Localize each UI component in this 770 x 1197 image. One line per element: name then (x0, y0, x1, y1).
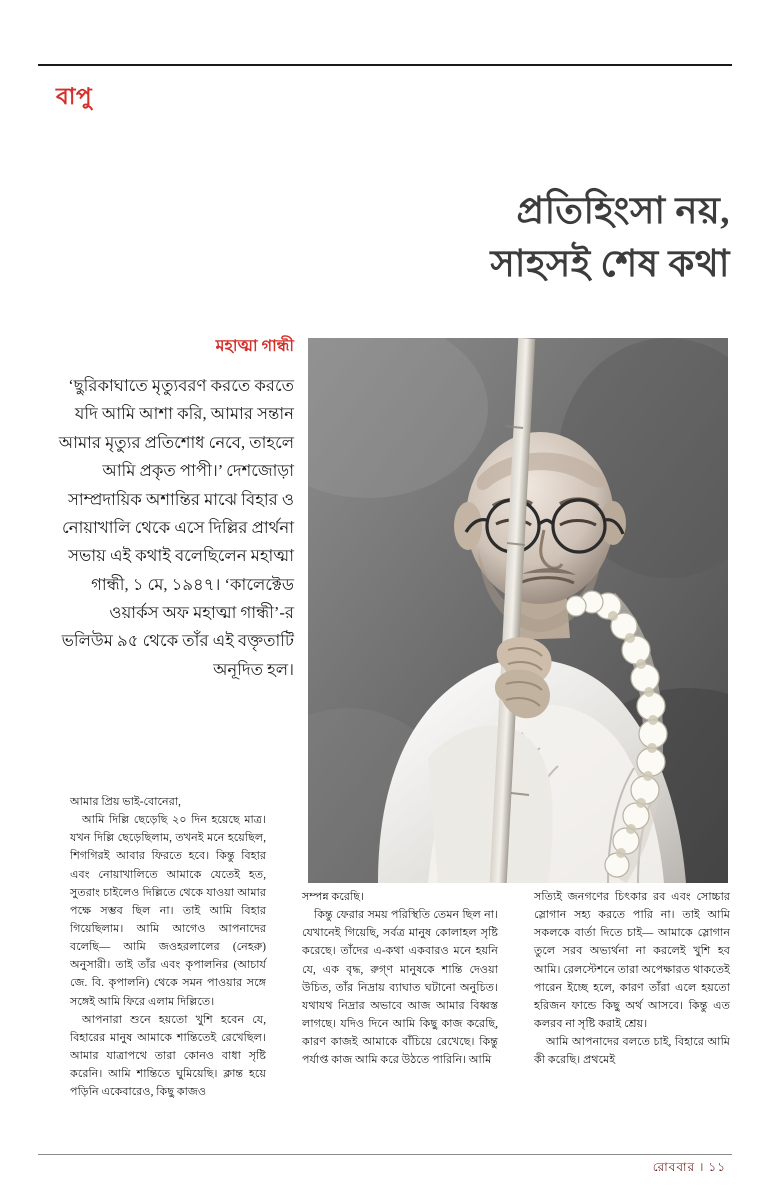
paragraph: সম্পন্ন করেছি। (302, 891, 364, 903)
headline-line-1: প্রতিহিংসা নয়, (516, 191, 730, 232)
paragraph: আপনারা শুনে হয়তো খুশি হবেন যে, বিহারের মানুষ আমাকে শান্তিতেই রেখেছিল। আমার যাত্রাপথে তারা কোনও বাধা সৃষ্টি করেনি। আমি শান্তিতে ঘুমিয়েছি। ক্লান্ত হয়ে পড়িনি একেবারেও, কিছু কাজও (70, 1013, 266, 1099)
paragraph: আমার প্রিয় ভাই-বোনেরা, (70, 796, 181, 808)
footer-divider (38, 1154, 732, 1155)
page-folio: রোববার । ১১ (652, 1160, 726, 1174)
paragraph: আমি দিল্লি ছেড়েছি ২০ দিন হয়েছে মাত্র। যখন দিল্লি ছেড়েছিলাম, তখনই মনে হয়েছিল, শিগগিরই আবার ফিরতে হবে। কিন্তু বিহার এবং নোয়াখালিতে আমাকে যেতেই হত, সুতরাং চাইলেও দিল্লিতে থেকে যাওয়া আমার পক্ষে সম্ভব ছিল না। তাই আমি বিহার গিয়েছিলাম। আমি আগেও আপনাদের বলেছি— আমি জওহরলালের (নেহরু) অনুসারী। তাই তাঁর এবং কৃপালনির (আচার্য জে. বি. কৃপালনি) থেকে সমন পাওয়ার সঙ্গে সঙ্গেই আমি ফিরে এলাম দিল্লিতে। (70, 814, 266, 1008)
byline: মহাত্মা গান্ধী (215, 338, 294, 355)
section-kicker: বাপু (56, 84, 93, 109)
body-column-3 (534, 888, 730, 1069)
body-column-1 (70, 793, 266, 1101)
paragraph: আমি আপনাদের বলতে চাই, বিহারে আমি কী করেছি। প্রথমেই (534, 1036, 730, 1067)
body-column-2 (302, 888, 498, 1069)
paragraph: কিন্তু ফেরার সময় পরিস্থিতি তেমন ছিল না। যেখানেই গিয়েছি, সর্বত্র মানুষ কোলাহল সৃষ্টি করেছে। তাঁদের এ-কথা একবারও মনে হয়নি যে, এক বৃদ্ধ, রুগ্ণ মানুষকে শান্তি দেওয়া উচিত, তাঁর নিদ্রায় ব্যাঘাত ঘটানো অনুচিত। যথাযথ নিদ্রার অভাবে আজ আমার বিধ্বস্ত লাগছে। যদিও দিনে আমি কিছু কাজ করেছি, কারণ কাজই আমাকে বাঁচিয়ে রেখেছে। কিন্তু পর্যাপ্ত কাজ আমি করে উঠতে পারিনি। আমি (302, 909, 498, 1067)
standfirst: ‘ছুরিকাঘাতে মৃত্যুবরণ করতে করতে যদি আমি আশা করি, আমার সন্তান আমার মৃত্যুর প্রতিশোধ নেবে, তাহলে আমি প্রকৃত পাপী।’ দেশজোড়া সাম্প্রদায়িক অশান্তির মাঝে বিহার ও নোয়াখালি থেকে এসে দিল্লির প্রার্থনা সভায় এই কথাই বলেছিলেন মহাত্মা গান্ধী, ১ মে, ১৯৪৭। ‘কালেক্টেড ওয়ার্কস অফ মহাত্মা গান্ধী’-র ভলিউম ৯৫ থেকে তাঁর এই বক্তৃতাটি অনূদিত হল। (58, 376, 294, 679)
top-divider (38, 64, 732, 66)
article-body (70, 793, 730, 1138)
headline-line-2: সাহসই শেষ কথা (490, 243, 730, 285)
paragraph: সত্যিই জনগণের চিৎকার রব এবং সোচ্চার স্লোগান সহ্য করতে পারি না। তাই আমি সকলকে বার্তা দিতে চাই— আমাকে স্লোগান তুলে সরব অভ্যর্থনা না করলেই খুশি হব আমি। রেলস্টেশনে তারা অপেক্ষারত থাকতেই পারেন ইচ্ছে হলে, কারণ তাঁরা এলে হয়তো হরিজন ফান্ডে কিছু অর্থ আসবে। কিন্তু এত কলরব না সৃষ্টি করাই শ্রেয়। (534, 891, 730, 1030)
page-title (275, 186, 730, 291)
